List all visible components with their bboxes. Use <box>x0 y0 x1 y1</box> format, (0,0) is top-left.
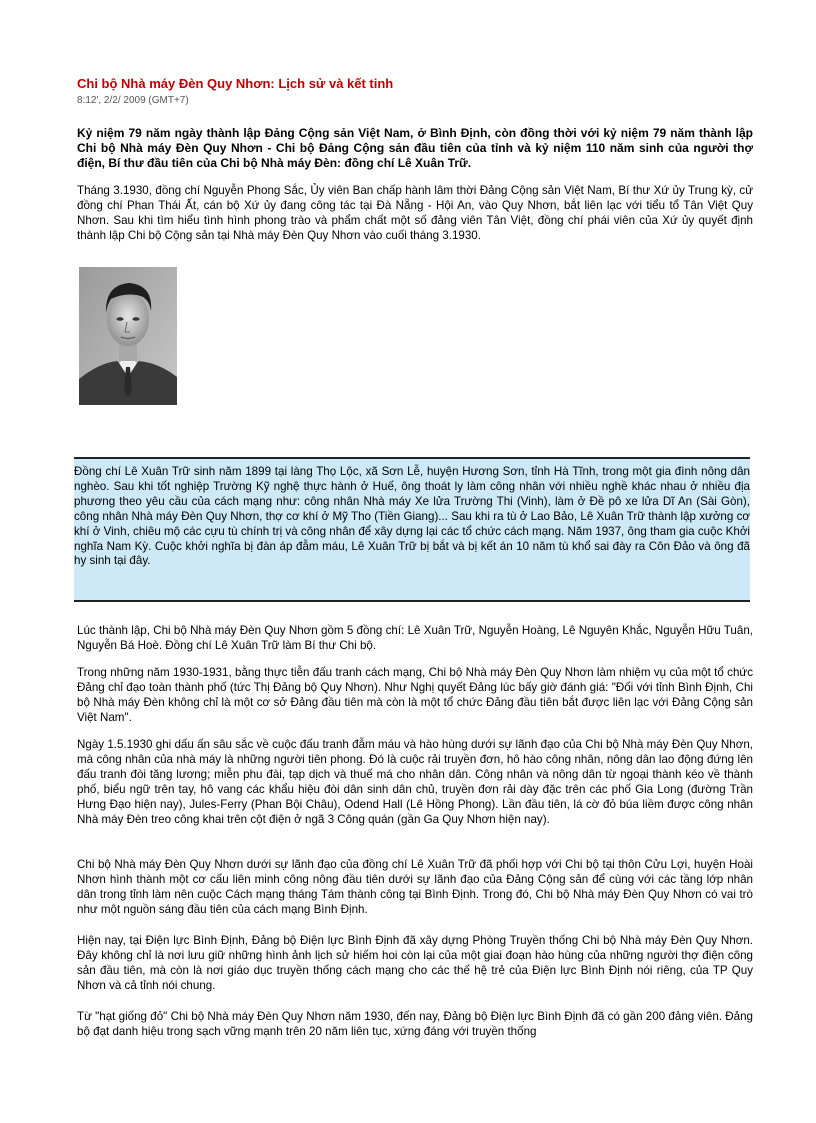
paragraph-5: Chi bộ Nhà máy Đèn Quy Nhơn dưới sự lãnh đạo của đồng chí Lê Xuân Trữ đã phối hợp với Chi bộ tại thôn Cửu Lợi, huyện Hoài Nhơn hình thành một cơ cấu liên minh công nông đầu tiên dưới sự lãnh đạo của Đảng Cộng sản để cùng với các tầng lớp nhân dân trong tỉnh làm nên cuộc Cách mạng tháng Tám thành công tại Bình Định. Trong đó, Chi bộ Nhà máy Đèn Quy Nhơn có vai trò như một nguồn sáng đầu tiên của cách mạng Bình Định. <box>77 858 753 916</box>
article-title[interactable]: Chi bộ Nhà máy Đèn Quy Nhơn: Lịch sử và kết tinh <box>77 76 394 91</box>
portrait-photo <box>79 267 177 405</box>
article-lead: Kỷ niệm 79 năm ngày thành lập Đảng Cộng sản Việt Nam, ở Bình Định, còn đồng thời với kỷ niệm 79 năm thành lập Chi bộ Nhà máy Đèn Quy Nhơn - Chi bộ Đảng Cộng sản đầu tiên của tỉnh và kỷ niệm 110 năm sinh của người thợ điện, Bí thư đầu tiên của Chi bộ Nhà máy Đèn: đồng chí Lê Xuân Trữ. <box>77 126 753 170</box>
paragraph-7: Từ "hạt giống đỏ" Chi bộ Nhà máy Đèn Quy Nhơn năm 1930, đến nay, Đảng bộ Điện lực Bình Định đã có gần 200 đảng viên. Đảng bộ đạt danh hiệu trong sạch vững mạnh trên 20 năm liên tục, xứng đáng với truyền thống <box>77 1010 753 1038</box>
paragraph-4: Ngày 1.5.1930 ghi dấu ấn sâu sắc về cuộc đấu tranh đẫm máu và hào hùng dưới sự lãnh đạo của Chi bộ Nhà máy Đèn Quy Nhơn, mà công nhân của nhà máy là những người tiên phong. Đó là cuộc rải truyền đơn, hô hào công nhân, nông dân lao động đứng lên đấu tranh đòi tăng lương; miễn phu đài, tạp dịch và thuế má cho nhân dân. Công nhân và nông dân từ ngoại thành kéo về thành phố, biểu ngữ trên tay, hô vang các khẩu hiệu đòi dân sinh dân chủ, truyền đơn rải dày đặc trên các phố Gia Long (đường Trần Hưng Đạo hiện nay), Jules-Ferry (Phan Bội Châu), Odend Hall (Lê Hồng Phong). Lần đầu tiên, lá cờ đỏ búa liềm được công nhân Nhà máy Đèn treo công khai trên cột điện ở ngã 3 Công quán (gần Ga Quy Nhơn hiện nay). <box>77 738 753 826</box>
paragraph-2: Lúc thành lập, Chi bộ Nhà máy Đèn Quy Nhơn gồm 5 đồng chí: Lê Xuân Trữ, Nguyễn Hoàng, Lê Nguyên Khắc, Nguyễn Hữu Tuân, Nguyễn Bá Hoè. Đồng chí Lê Xuân Trữ làm Bí thư Chi bộ. <box>77 624 753 652</box>
paragraph-6: Hiện nay, tại Điện lực Bình Định, Đảng bộ Điện lực Bình Định đã xây dựng Phòng Truyền thống Chi bộ Nhà máy Đèn Quy Nhơn. Đây không chỉ là nơi lưu giữ những hình ảnh lịch sử hiếm hoi còn lại của một giai đoạn hào hùng của những người thợ điện công sản đầu tiên, mà còn là nơi giáo dục truyền thống cách mạng cho các thế hệ trẻ của Điện lực Bình Định nói riêng, của TP Quy Nhơn và cả tỉnh nói chung. <box>77 934 753 992</box>
biography-box <box>74 457 750 602</box>
article-date: 8:12', 2/2/ 2009 (GMT+7) <box>77 95 189 106</box>
paragraph-3: Trong những năm 1930-1931, bằng thực tiễn đấu tranh cách mạng, Chi bộ Nhà máy Đèn Quy Nhơn làm nhiệm vụ của một tổ chức Đảng chỉ đạo toàn thành phố (tức Thị Đảng bộ Quy Nhơn). Như Nghị quyết Đảng lúc bấy giờ đánh giá: "Đối với tỉnh Bình Định, Chi bộ Nhà máy Đèn không chỉ là một cơ sở Đảng đầu tiên mà còn là một tổ chức Đảng đầu tiên bắt được liên lạc với Đảng Cộng sản Việt Nam". <box>77 666 753 724</box>
paragraph-1: Tháng 3.1930, đồng chí Nguyễn Phong Sắc, Ủy viên Ban chấp hành lâm thời Đảng Cộng sản Việt Nam, Bí thư Xứ ủy Trung kỳ, cử đồng chí Phan Thái Ất, cán bộ Xứ ủy đang công tác tại Đà Nẵng - Hội An, vào Quy Nhơn, bắt liên lạc với tiểu tổ Tân Việt Quy Nhơn. Sau khi tìm hiểu tình hình phong trào và phẩm chất một số đảng viên Tân Việt, đồng chí phái viên của Xứ ủy quyết định thành lập Chi bộ Cộng sản tại Nhà máy Đèn Quy Nhơn vào cuối tháng 3.1930. <box>77 184 753 242</box>
biography-text: Đồng chí Lê Xuân Trữ sinh năm 1899 tại làng Thọ Lộc, xã Sơn Lễ, huyện Hương Sơn, tỉnh Hà Tĩnh, trong một gia đình nông dân nghèo. Sau khi tốt nghiệp Trường Kỹ nghệ thực hành ở Huế, ông thoát ly làm công nhân với nhiều nghề khác nhau ở nhiều địa phương theo yêu cầu của cách mạng như: công nhân Nhà máy Xe lửa Trường Thi (Vinh), làm ở Đề pô xe lửa Dĩ An (Sài Gòn), công nhân Nhà máy Đèn Quy Nhơn, thợ cơ khí ở Mỹ Tho (Tiền Giang)... Sau khi ra tù ở Lao Bảo, Lê Xuân Trữ thành lập xưởng cơ khí ở Vinh, chiêu mộ các cựu tù chính trị và công nhân để xây dựng lại các tổ chức cách mạng. Năm 1937, ông tham gia cuộc Khởi nghĩa Nam Kỳ. Cuộc khởi nghĩa bị đàn áp đẫm máu, Lê Xuân Trữ bị bắt và bị kết án 10 năm tù khổ sai đày ra Côn Đảo và ông đã hy sinh tại đây. <box>74 465 750 568</box>
